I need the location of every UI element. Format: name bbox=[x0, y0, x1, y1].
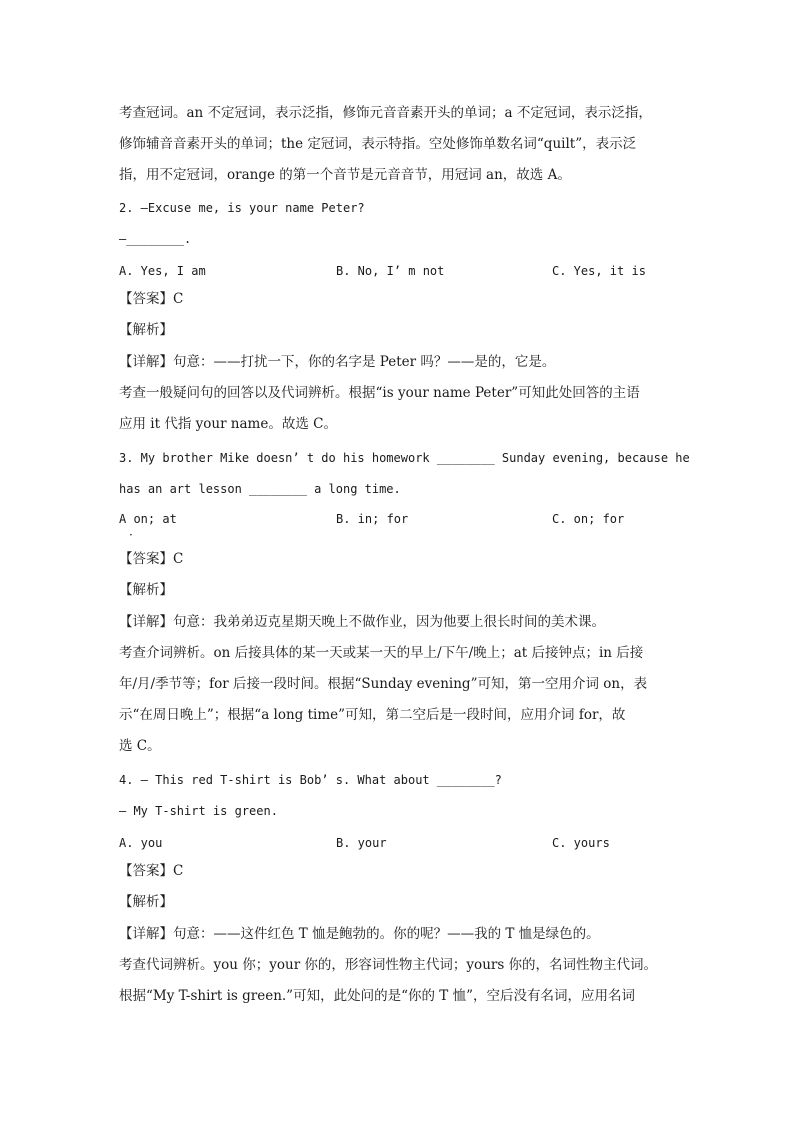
q2-explanation-line-2: 应用 it 代指 your name。故选 C。 bbox=[119, 416, 337, 432]
q3-explanation-line-1: 考查介词辨析。on 后接具体的某一天或某一天的早上/下午/晚上；at 后接钟点；in 后接 bbox=[119, 645, 644, 661]
q3-option-a: A on; at bbox=[119, 512, 177, 526]
q3-stem-line-2: has an art lesson ________ a long time. bbox=[119, 482, 401, 496]
q4-option-b: B. your bbox=[336, 836, 387, 850]
q4-analysis-heading: 【解析】 bbox=[119, 894, 173, 910]
q3-answer: 【答案】C bbox=[119, 551, 184, 567]
q3-explanation-line-4: 选 C。 bbox=[119, 738, 161, 754]
q3-explanation-line-3: 示“在周日晚上”；根据“a long time”可知，第二空后是一段时间，应用介词 for，故 bbox=[119, 707, 626, 723]
q2-option-b: B. No, I’ m not bbox=[336, 264, 445, 278]
q3-explanation-line-2: 年/月/季节等；for 后接一段时间。根据“Sunday evening”可知，第一空用介词 on，表 bbox=[119, 676, 648, 692]
q1-explanation-line-2: 修饰辅音音素开头的单词；the 定冠词，表示特指。空处修饰单数名词“quilt”，表示泛 bbox=[119, 136, 637, 152]
q4-explanation-line-2: 根据“My T-shirt is green.”可知，此处问的是“你的 T 恤”，空后没有名词，应用名词 bbox=[119, 988, 635, 1004]
q3-analysis-heading: 【解析】 bbox=[119, 582, 173, 598]
q2-blank-line: —________. bbox=[119, 232, 192, 246]
q2-explanation-line-1: 考查一般疑问句的回答以及代词辨析。根据“is your name Peter”可知此处回答的主语 bbox=[119, 385, 640, 401]
q4-stem: 4. — This red T-shirt is Bob’ s. What about ________? bbox=[119, 773, 502, 787]
stray-dot-mark: · bbox=[129, 528, 133, 542]
q4-reply: — My T-shirt is green. bbox=[119, 804, 278, 818]
q3-option-b: B. in; for bbox=[336, 512, 409, 526]
q2-detail: 【详解】句意：——打扰一下，你的名字是 Peter 吗？——是的，它是。 bbox=[119, 354, 556, 370]
q4-option-c: C. yours bbox=[552, 836, 610, 850]
q3-stem-line-1: 3. My brother Mike doesn’ t do his homework ________ Sunday evening, because he bbox=[119, 451, 690, 465]
q4-explanation-line-1: 考查代词辨析。you 你；your 你的，形容词性物主代词；yours 你的，名词性物主代词。 bbox=[119, 957, 658, 973]
q2-option-a: A. Yes, I am bbox=[119, 264, 206, 278]
q1-explanation-line-1: 考查冠词。an 不定冠词，表示泛指，修饰元音音素开头的单词；a 不定冠词，表示泛指， bbox=[119, 105, 652, 121]
q3-detail: 【详解】句意：我弟弟迈克星期天晚上不做作业，因为他要上很长时间的美术课。 bbox=[119, 614, 605, 630]
q2-analysis-heading: 【解析】 bbox=[119, 322, 173, 338]
q1-explanation-line-3: 指，用不定冠词，orange 的第一个音节是元音音节，用冠词 an，故选 A。 bbox=[119, 167, 571, 183]
q2-answer: 【答案】C bbox=[119, 291, 184, 307]
q4-option-a: A. you bbox=[119, 836, 163, 850]
q2-option-c: C. Yes, it is bbox=[552, 264, 646, 278]
q4-answer: 【答案】C bbox=[119, 863, 184, 879]
q4-detail: 【详解】句意：——这件红色 T 恤是鲍勃的。你的呢？——我的 T 恤是绿色的。 bbox=[119, 926, 600, 942]
q2-stem: 2. —Excuse me, is your name Peter? bbox=[119, 201, 365, 215]
q3-option-c: C. on; for bbox=[552, 512, 625, 526]
